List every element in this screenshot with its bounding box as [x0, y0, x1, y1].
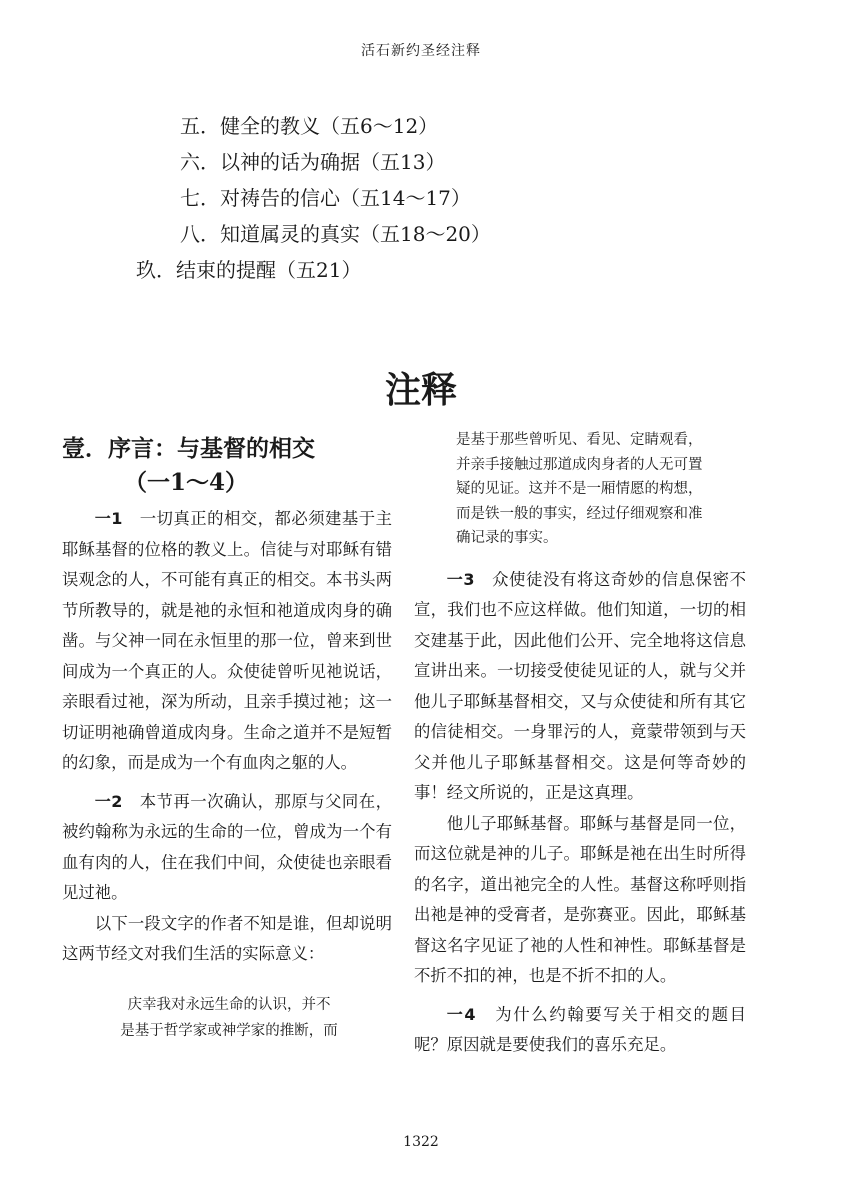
paragraph-text: 众使徒没有将这奇妙的信息保密不宣，我们也不应这样做。他们知道，一切的相交建基于此，因此他们公开、完全地将这信息宣讲出来。一切接受使徒见证的人，就与父并他儿子耶稣基督相交，又与众使徒和所有其它的信徒相交。一身罪污的人，竟蒙带领到与天父并他儿子耶稣基督相交。这是何等奇妙的事！经文所说的，正是这真理。 — [414, 569, 747, 802]
quote-line: 庆幸我对永远生命的认识，并不 — [127, 996, 331, 1013]
section-title: 注释 — [384, 370, 457, 411]
section-heading: 壹．序言：与基督的相交 — [62, 435, 315, 462]
verse-number: 一2 — [94, 791, 123, 811]
left-column — [62, 428, 392, 1044]
commentary-paragraph — [62, 909, 392, 970]
verse-number: 一4 — [446, 1004, 476, 1024]
outline-item: 七．对祷告的信心（五14～17） — [180, 186, 471, 210]
right-column — [414, 428, 746, 1061]
outline-item: 八．知道属灵的真实（五18～20） — [180, 222, 491, 246]
outline-item: 六．以神的话为确据（五13） — [180, 150, 446, 174]
running-header: 活石新约圣经注释 — [361, 43, 481, 59]
quote-line: 是基于哲学家或神学家的推断，而 — [120, 1022, 338, 1039]
verse-number: 一3 — [446, 569, 475, 589]
commentary-paragraph — [62, 504, 392, 779]
outline-item: 五．健全的教义（五6～12） — [180, 114, 439, 138]
commentary-paragraph — [414, 1000, 746, 1061]
paragraph-text: 他儿子耶稣基督。耶稣与基督是同一位，而这位就是神的儿子。耶稣是祂在出生时所得的名字，道出祂完全的人性。基督这称呼则指出祂是神的受膏者，是弥赛亚。因此，耶稣基督这名字见证了祂的人性和神性。耶稣基督是不折不扣的神，也是不折不扣的人。 — [414, 813, 746, 985]
paragraph-text: 一切真正的相交，都必须建基于主耶稣基督的位格的教义上。信徒与对耶稣有错误观念的人，不可能有真正的相交。本书头两节所教导的，就是祂的永恒和祂道成肉身的确凿。与父神一同在永恒里的那一位，曾来到世间成为一个真正的人。众使徒曾听见祂说话，亲眼看过祂，深为所动，且亲手摸过祂；这一切证明祂确曾道成肉身。生命之道并不是短暂的幻象，而是成为一个有血肉之躯的人。 — [62, 509, 392, 772]
commentary-paragraph — [414, 809, 746, 992]
verse-number: 一1 — [94, 509, 123, 528]
commentary-paragraph — [414, 565, 746, 809]
page-number: 1322 — [403, 1134, 439, 1150]
outline-item-main: 玖．结束的提醒（五21） — [136, 258, 362, 282]
paragraph-text: 为什么约翰要写关于相交的题目呢？原因就是要使我们的喜乐充足。 — [414, 1004, 747, 1054]
commentary-paragraph — [62, 787, 392, 909]
outline-list — [0, 108, 842, 288]
section-heading-reference: （一1～4） — [124, 469, 249, 496]
paragraph-text: 以下一段文字的作者不知是谁，但却说明这两节经文对我们生活的实际意义： — [62, 913, 392, 963]
quote-block: 是基于那些曾听见、看见、定睛观看，并亲手接触过那道成肉身者的人无可置疑的见证。这并不是一厢情愿的构想，而是铁一般的事实，经过仔细观察和准确记录的事实。 — [456, 432, 703, 546]
paragraph-text: 本节再一次确认，那原与父同在，被约翰称为永远的生命的一位，曾成为一个有血有肉的人，住在我们中间，众使徒也亲眼看见过祂。 — [62, 791, 392, 902]
